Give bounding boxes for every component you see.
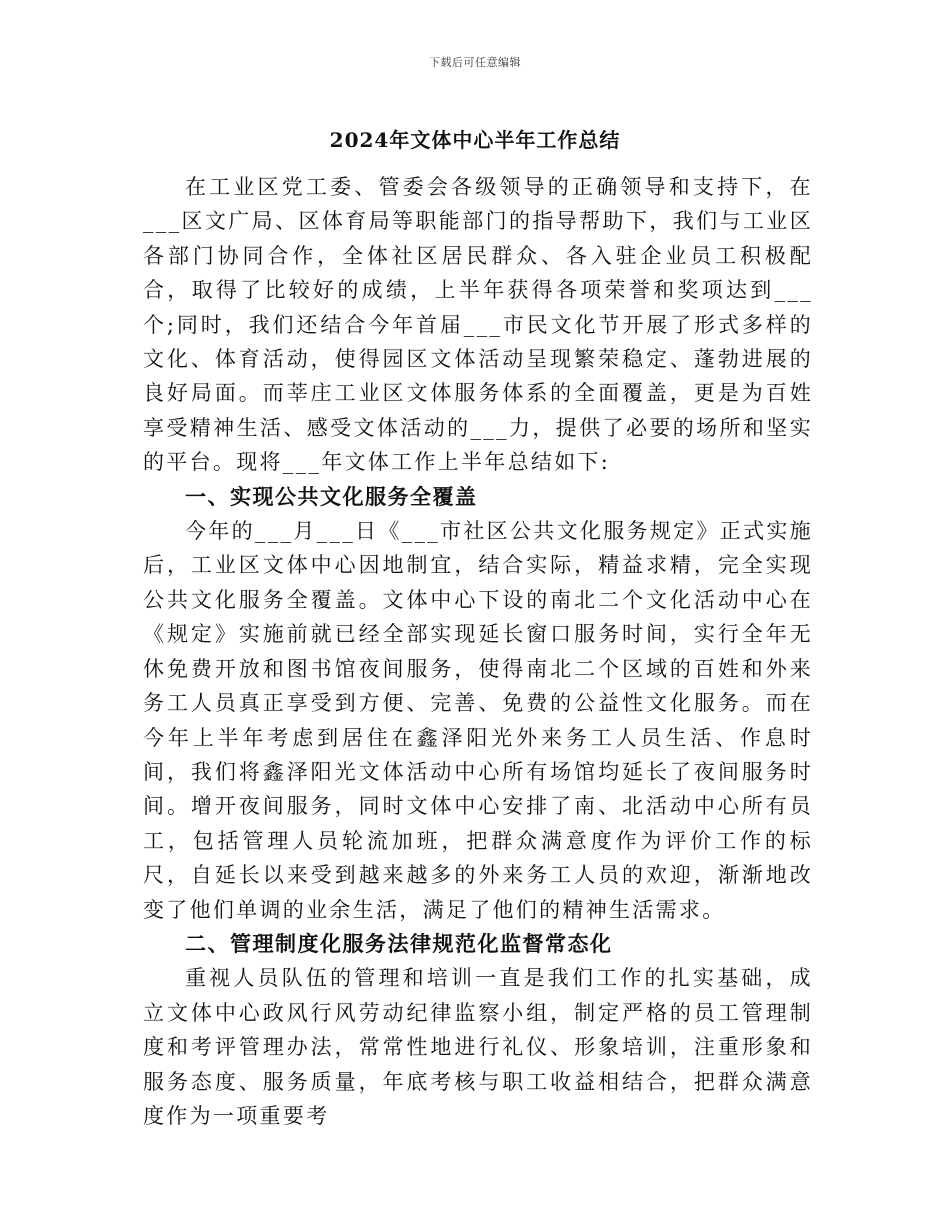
paragraph-section-1: 今年的___月___日《___市社区公共文化服务规定》正式实施后，工业区文体中心因地制宜，结合实际，精益求精，完全实现公共文化服务全覆盖。文体中心下设的南北二个文化活动中心在《规定》实施前就已经全部实现延长窗口服务时间，实行全年无休免费开放和图书馆夜间服务，使得南北二个区域的百姓和外来务工人员真正享受到方便、完善、免费的公益性文化服务。而在今年上半年考虑到居住在鑫泽阳光外来务工人员生活、作息时间，我们将鑫泽阳光文体活动中心所有场馆均延长了夜间服务时间。增开夜间服务，同时文体中心安排了南、北活动中心所有员工，包括管理人员轮流加班，把群众满意度作为评价工作的标尺，自延长以来受到越来越多的外来务工人员的欢迎，渐渐地改变了他们单调的业余生活，满足了他们的精神生活需求。 [143,519,813,922]
section-heading-2: 二、管理制度化服务法律规范化监督常态化 [185,930,613,956]
paragraph-section-2: 重视人员队伍的管理和培训一直是我们工作的扎实基础，成立文体中心政风行风劳动纪律监察小组，制定严格的员工管理制度和考评管理办法，常常性地进行礼仪、形象培训，注重形象和服务态度、服务质量，年底考核与职工收益相结合，把群众满意度作为一项重要考 [143,966,813,1128]
paragraph-intro: 在工业区党工委、管委会各级领导的正确领导和支持下，在___区文广局、区体育局等职能部门的指导帮助下，我们与工业区各部门协同合作，全体社区居民群众、各入驻企业员工积极配合，取得了比较好的成绩，上半年获得各项荣誉和奖项达到___个;同时，我们还结合今年首届___市民文化节开展了形式多样的文化、体育活动，使得园区文体活动呈现繁荣稳定、蓬勃进展的良好局面。而莘庄工业区文体服务体系的全面覆盖，更是为百姓享受精神生活、感受文体活动的___力，提供了必要的场所和坚实的平台。现将___年文体工作上半年总结如下: [143,175,813,475]
document-title: 2024年文体中心半年工作总结 [329,128,621,152]
header-note: 下载后可任意编辑 [429,56,521,69]
document-body [143,170,813,1133]
section-heading-1: 一、实现公共文化服务全覆盖 [185,483,478,509]
